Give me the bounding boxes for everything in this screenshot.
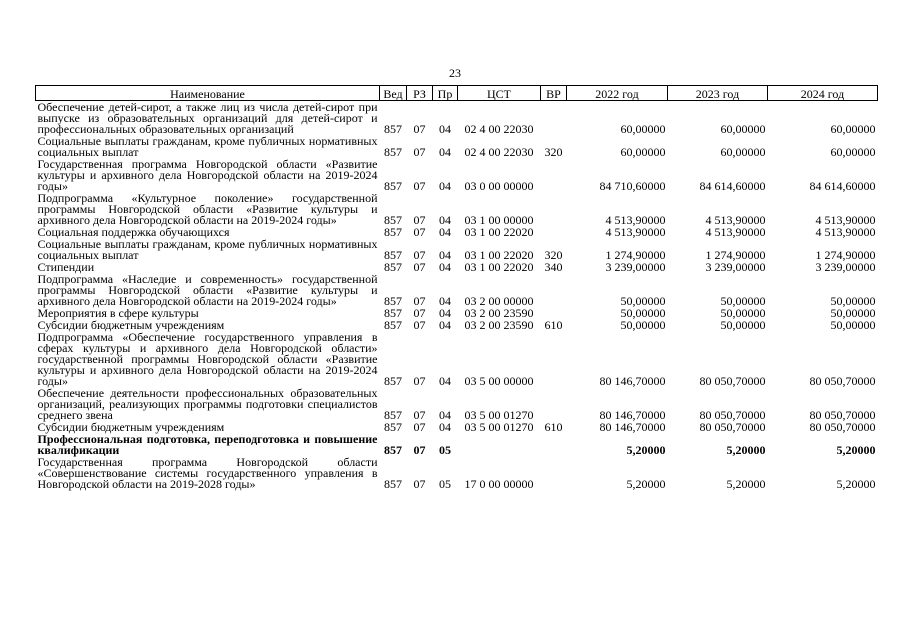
table-row	[36, 192, 878, 226]
table-row	[36, 101, 878, 136]
row-vr: 340	[544, 260, 563, 274]
row-2024-value: 1 274,90000	[815, 248, 876, 262]
row-cst	[458, 433, 541, 456]
row-vr: 320	[544, 248, 563, 262]
row-pr: 04	[439, 318, 451, 332]
row-2022-value: 4 513,90000	[605, 225, 666, 239]
row-vr: 610	[544, 318, 563, 332]
table-body	[36, 101, 878, 491]
row-2022-value: 1 274,90000	[605, 248, 666, 262]
row-2023-value: 5,20000	[726, 443, 766, 457]
row-2022-value: 80 146,70000	[599, 408, 666, 422]
row-pr: 04	[439, 408, 451, 422]
table-row	[36, 135, 878, 158]
row-name: Социальные выплаты гражданам, кроме публичных нормативных социальных выплат	[37, 134, 378, 159]
row-2024-value: 4 513,90000	[815, 213, 876, 227]
row-cst: 03 2 00 23590	[464, 318, 534, 332]
header-pr: Пр	[433, 86, 458, 101]
row-2022-value: 5,20000	[626, 443, 666, 457]
header-vr: ВР	[541, 86, 567, 101]
header-cst: ЦСТ	[458, 86, 541, 101]
row-rz: 07	[413, 374, 426, 388]
row-ved: 857	[384, 122, 402, 136]
row-pr: 04	[439, 420, 451, 434]
row-cst: 03 1 00 22020	[464, 248, 534, 262]
row-ved: 857	[384, 225, 402, 239]
header-name: Наименование	[36, 86, 380, 101]
row-2024-value: 80 050,70000	[809, 374, 876, 388]
row-rz: 07	[413, 306, 426, 320]
row-vr	[541, 192, 567, 226]
row-2022-value: 50,00000	[620, 306, 666, 320]
row-2023-value: 80 050,70000	[699, 374, 766, 388]
row-pr: 04	[439, 248, 451, 262]
table-row	[36, 331, 878, 387]
table-row	[36, 387, 878, 421]
row-2024-value: 80 050,70000	[809, 420, 876, 434]
row-2024-value: 80 050,70000	[809, 408, 876, 422]
row-rz: 07	[413, 122, 426, 136]
row-2023-value: 4 513,90000	[705, 225, 766, 239]
row-name: Подпрограмма «Культурное поколение» государственной программы Новгородской области «Развитие культуры и архивного дела Новгородской области на 2019-2024 годы»	[37, 191, 378, 227]
row-2022-value: 3 239,00000	[605, 260, 666, 274]
row-rz: 07	[413, 145, 426, 159]
table-row	[36, 433, 878, 456]
row-2024-value: 5,20000	[836, 443, 876, 457]
row-cst: 02 4 00 22030	[464, 145, 534, 159]
row-name: Обеспечение деятельности профессиональных образовательных организаций, реализующих программы подготовки специалистов среднего звена	[37, 386, 378, 422]
row-rz: 07	[413, 420, 426, 434]
header-rz: РЗ	[407, 86, 433, 101]
row-cst: 02 4 00 22030	[464, 122, 534, 136]
row-cst: 03 1 00 00000	[464, 213, 534, 227]
row-2022-value: 60,00000	[620, 122, 666, 136]
row-rz: 07	[413, 294, 426, 308]
table-row	[36, 273, 878, 307]
row-cst: 03 5 00 01270	[464, 420, 534, 434]
row-2024-value: 5,20000	[836, 477, 876, 491]
row-2024-value: 50,00000	[830, 318, 876, 332]
row-2023-value: 84 614,60000	[699, 179, 766, 193]
row-vr	[541, 387, 567, 421]
row-ved: 857	[384, 213, 402, 227]
row-2024-value: 3 239,00000	[815, 260, 876, 274]
table-row	[36, 238, 878, 261]
row-2023-value: 80 050,70000	[699, 408, 766, 422]
row-2024-value: 50,00000	[830, 306, 876, 320]
row-pr: 04	[439, 225, 451, 239]
row-rz: 07	[413, 213, 426, 227]
row-name: Социальные выплаты гражданам, кроме публичных нормативных социальных выплат	[37, 237, 378, 262]
row-ved: 857	[384, 408, 402, 422]
row-pr: 04	[439, 260, 451, 274]
row-2022-value: 60,00000	[620, 145, 666, 159]
row-pr: 05	[439, 477, 451, 491]
row-2022-value: 4 513,90000	[605, 213, 666, 227]
row-2023-value: 60,00000	[720, 145, 766, 159]
row-2024-value: 50,00000	[830, 294, 876, 308]
row-2024-value: 60,00000	[830, 145, 876, 159]
row-name: Обеспечение детей-сирот, а также лиц из числа детей-сирот при выпуске из образовательных организаций для детей-сирот и профессиональных образовательных организаций	[37, 100, 378, 136]
row-ved: 857	[384, 260, 402, 274]
page-number: 23	[449, 66, 461, 80]
table-row	[36, 456, 878, 490]
row-vr	[541, 101, 567, 136]
row-vr	[541, 433, 567, 456]
row-2023-value: 4 513,90000	[705, 213, 766, 227]
row-2023-value: 50,00000	[720, 306, 766, 320]
row-ved: 857	[384, 477, 402, 491]
row-ved: 857	[384, 374, 402, 388]
budget-table	[35, 85, 878, 490]
row-name: Стипендии	[37, 260, 95, 274]
row-name: Субсидии бюджетным учреждениям	[37, 318, 225, 332]
row-vr	[541, 456, 567, 490]
row-vr	[541, 331, 567, 387]
row-2023-value: 3 239,00000	[705, 260, 766, 274]
row-2022-value: 50,00000	[620, 294, 666, 308]
row-vr	[541, 226, 567, 238]
row-pr: 05	[439, 443, 451, 457]
row-ved: 857	[384, 420, 402, 434]
header-ved: Вед	[380, 86, 407, 101]
row-cst: 03 5 00 00000	[464, 374, 534, 388]
row-2023-value: 50,00000	[720, 318, 766, 332]
row-2024-value: 84 614,60000	[809, 179, 876, 193]
row-2022-value: 80 146,70000	[599, 420, 666, 434]
table-header-row	[36, 86, 878, 101]
row-name: Социальная поддержка обучающихся	[37, 225, 230, 239]
row-pr: 04	[439, 213, 451, 227]
row-ved: 857	[384, 248, 402, 262]
row-cst: 03 1 00 22020	[464, 260, 534, 274]
row-vr: 610	[544, 420, 563, 434]
row-vr	[541, 273, 567, 307]
row-cst: 03 2 00 00000	[464, 294, 534, 308]
row-ved: 857	[384, 294, 402, 308]
row-vr: 320	[544, 145, 563, 159]
header-2023: 2023 год	[668, 86, 768, 101]
row-cst: 03 1 00 22020	[464, 225, 534, 239]
row-rz: 07	[413, 179, 426, 193]
row-ved: 857	[384, 179, 402, 193]
row-cst: 03 0 00 00000	[464, 179, 534, 193]
header-2022: 2022 год	[567, 86, 668, 101]
row-2023-value: 1 274,90000	[705, 248, 766, 262]
row-2022-value: 50,00000	[620, 318, 666, 332]
row-2023-value: 50,00000	[720, 294, 766, 308]
row-name: Государственная программа Новгородской области «Совершенствование системы государственного управления в Новгородской области на 2019-2028 годы»	[37, 455, 378, 491]
row-2024-value: 60,00000	[830, 122, 876, 136]
table-row	[36, 158, 878, 192]
row-2023-value: 80 050,70000	[699, 420, 766, 434]
row-2022-value: 80 146,70000	[599, 374, 666, 388]
row-pr: 04	[439, 306, 451, 320]
row-pr: 04	[439, 179, 451, 193]
row-cst: 17 0 00 00000	[464, 477, 534, 491]
header-2024: 2024 год	[768, 86, 878, 101]
row-name: Подпрограмма «Наследие и современность» государственной программы Новгородской области «Развитие культуры и архивного дела Новгородской области на 2019-2024 годы»	[37, 272, 378, 308]
row-rz: 07	[413, 260, 426, 274]
row-2023-value: 5,20000	[726, 477, 766, 491]
row-ved: 857	[384, 145, 402, 159]
row-ved: 857	[384, 306, 402, 320]
row-2024-value: 4 513,90000	[815, 225, 876, 239]
row-cst: 03 2 00 23590	[464, 306, 534, 320]
row-ved: 857	[384, 443, 402, 457]
row-pr: 04	[439, 294, 451, 308]
row-2022-value: 5,20000	[626, 477, 666, 491]
row-2023-value: 60,00000	[720, 122, 766, 136]
row-name: Мероприятия в сфере культуры	[37, 306, 199, 320]
row-cst: 03 5 00 01270	[464, 408, 534, 422]
row-rz: 07	[413, 248, 426, 262]
row-rz: 07	[413, 477, 426, 491]
row-rz: 07	[413, 318, 426, 332]
row-name: Субсидии бюджетным учреждениям	[37, 420, 225, 434]
row-rz: 07	[413, 408, 426, 422]
row-vr	[541, 158, 567, 192]
row-pr: 04	[439, 145, 451, 159]
row-2022-value: 84 710,60000	[599, 179, 666, 193]
row-rz: 07	[413, 443, 426, 457]
row-name: Государственная программа Новгородской области «Развитие культуры и архивного дела Новгородской области на 2019-2024 годы»	[37, 157, 378, 193]
row-rz: 07	[413, 225, 426, 239]
row-pr: 04	[439, 374, 451, 388]
row-ved: 857	[384, 318, 402, 332]
row-name: Профессиональная подготовка, переподготовка и повышение квалификации	[37, 432, 378, 457]
row-pr: 04	[439, 122, 451, 136]
row-name: Подпрограмма «Обеспечение государственного управления в сферах культуры и архивного дела Новгородской области» государственной программы Новгородской области «Развитие культуры и архивного дела Новгородской области на 2019-2024 годы»	[37, 330, 378, 388]
